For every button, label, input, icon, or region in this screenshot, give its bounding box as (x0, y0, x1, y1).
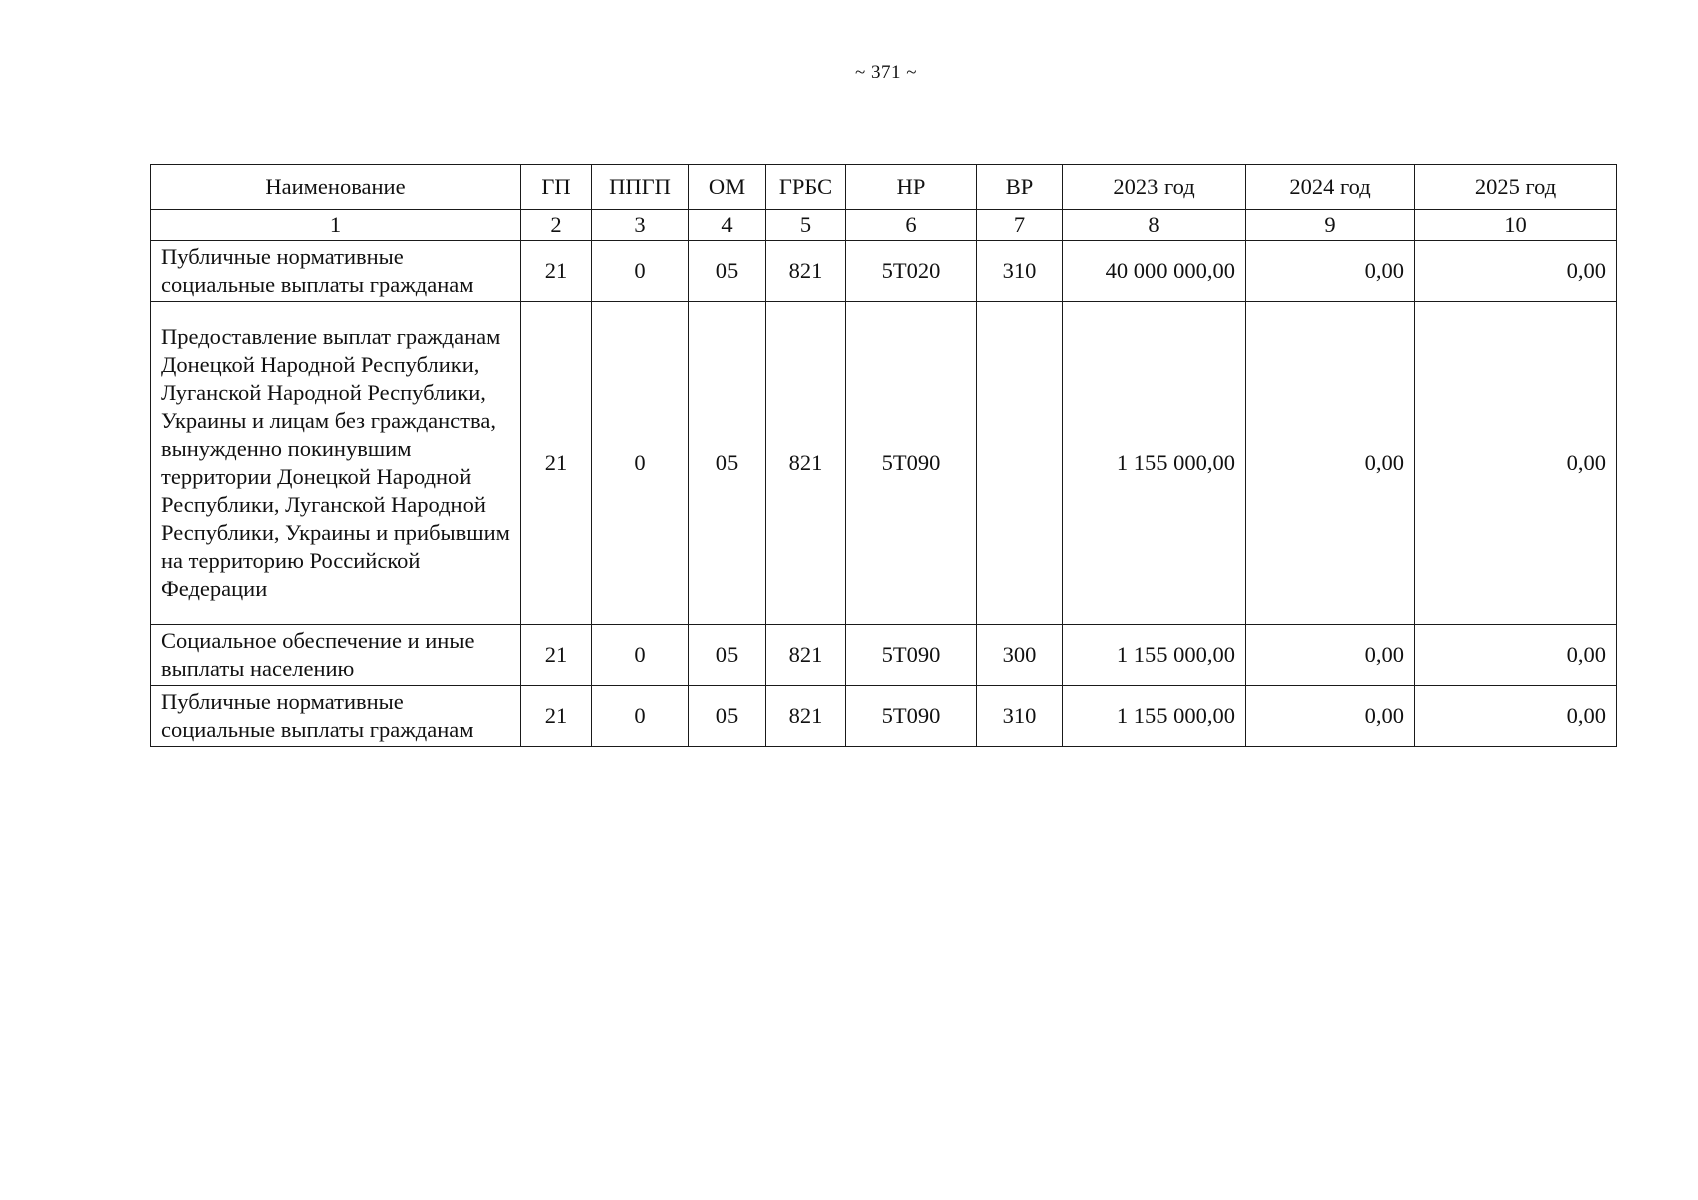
row-gp: 21 (521, 241, 592, 302)
row-gp: 21 (521, 686, 592, 747)
row-ppgp: 0 (592, 625, 689, 686)
column-number: 4 (689, 210, 766, 241)
budget-table (150, 164, 1617, 747)
row-gp: 21 (521, 302, 592, 625)
header-ppgp: ППГП (592, 165, 689, 210)
table-row (151, 302, 1617, 625)
page-number: ~ 371 ~ (854, 62, 918, 83)
row-ppgp: 0 (592, 302, 689, 625)
header-om: ОМ (689, 165, 766, 210)
row-grbs: 821 (766, 625, 846, 686)
column-number: 9 (1246, 210, 1415, 241)
header-grbs: ГРБС (766, 165, 846, 210)
row-ppgp: 0 (592, 241, 689, 302)
row-om: 05 (689, 302, 766, 625)
row-nr: 5Т090 (846, 686, 977, 747)
table-row (151, 625, 1617, 686)
row-vr (977, 302, 1063, 625)
row-grbs: 821 (766, 241, 846, 302)
header-gp: ГП (521, 165, 592, 210)
row-vr: 310 (977, 686, 1063, 747)
row-name: Публичные нормативные социальные выплаты гражданам (151, 241, 521, 302)
header-row (151, 165, 1617, 210)
header-2024: 2024 год (1246, 165, 1415, 210)
row-2025: 0,00 (1415, 625, 1617, 686)
row-2024: 0,00 (1246, 241, 1415, 302)
row-name: Публичные нормативные социальные выплаты гражданам (151, 686, 521, 747)
header-name: Наименование (151, 165, 521, 210)
row-2024: 0,00 (1246, 302, 1415, 625)
row-vr: 310 (977, 241, 1063, 302)
column-number: 8 (1063, 210, 1246, 241)
column-number: 5 (766, 210, 846, 241)
row-om: 05 (689, 625, 766, 686)
column-number: 1 (151, 210, 521, 241)
row-2023: 1 155 000,00 (1063, 302, 1246, 625)
row-2023: 1 155 000,00 (1063, 625, 1246, 686)
column-number: 2 (521, 210, 592, 241)
row-ppgp: 0 (592, 686, 689, 747)
column-number: 7 (977, 210, 1063, 241)
row-name: Социальное обеспечение и иные выплаты населению (151, 625, 521, 686)
row-om: 05 (689, 241, 766, 302)
table-row (151, 241, 1617, 302)
column-number: 3 (592, 210, 689, 241)
row-2023: 1 155 000,00 (1063, 686, 1246, 747)
row-om: 05 (689, 686, 766, 747)
row-2024: 0,00 (1246, 625, 1415, 686)
row-2024: 0,00 (1246, 686, 1415, 747)
row-gp: 21 (521, 625, 592, 686)
row-2025: 0,00 (1415, 686, 1617, 747)
column-number: 10 (1415, 210, 1617, 241)
row-2025: 0,00 (1415, 302, 1617, 625)
row-2025: 0,00 (1415, 241, 1617, 302)
header-2025: 2025 год (1415, 165, 1617, 210)
row-2023: 40 000 000,00 (1063, 241, 1246, 302)
column-number-row (151, 210, 1617, 241)
row-nr: 5Т090 (846, 625, 977, 686)
header-vr: ВР (977, 165, 1063, 210)
row-grbs: 821 (766, 302, 846, 625)
row-vr: 300 (977, 625, 1063, 686)
row-nr: 5Т090 (846, 302, 977, 625)
header-nr: НР (846, 165, 977, 210)
header-2023: 2023 год (1063, 165, 1246, 210)
table-row (151, 686, 1617, 747)
row-nr: 5Т020 (846, 241, 977, 302)
column-number: 6 (846, 210, 977, 241)
row-grbs: 821 (766, 686, 846, 747)
row-name: Предоставление выплат гражданам Донецкой Народной Республики, Луганской Народной Республики, Украины и лицам без гражданства, вынужденно покинувшим территории Донецкой Народной Республики, Луганской Народной Республики, Украины и прибывшим на территорию Российской Федерации (151, 302, 521, 625)
